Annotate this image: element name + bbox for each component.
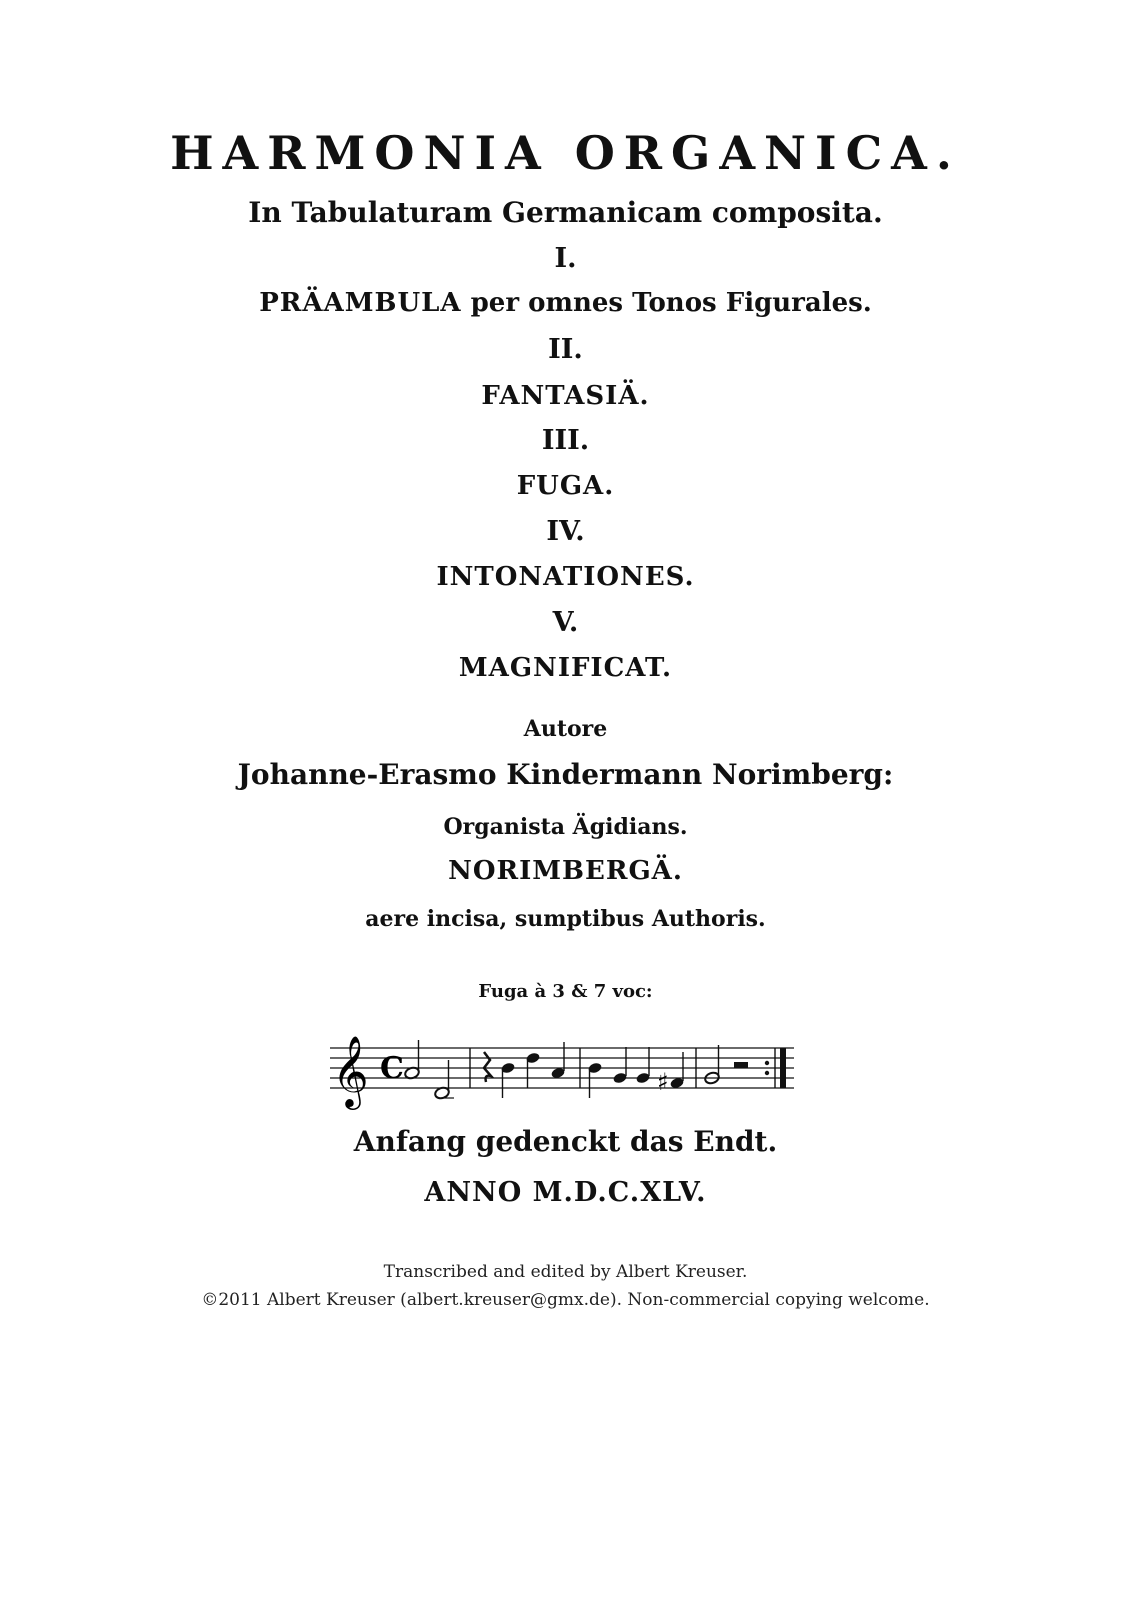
sharp-icon: ♯ xyxy=(657,1068,669,1096)
year: ANNO M.D.C.XLV. xyxy=(424,1177,707,1208)
treble-clef-icon: 𝄞 xyxy=(332,1034,369,1107)
section-title-1 xyxy=(0,288,1131,318)
section-title-5: MAGNIFICAT. xyxy=(458,653,673,683)
author-name: Johanne-Erasmo Kindermann Norimberg: xyxy=(237,758,894,791)
page-title: HARMONIA ORGANICA. xyxy=(170,126,961,180)
section-numeral-2: II. xyxy=(548,334,583,365)
fuga-label: Fuga à 3 & 7 voc: xyxy=(478,981,653,1002)
half-rest-icon xyxy=(734,1062,748,1068)
section-numeral-5: V. xyxy=(552,607,579,638)
repeat-dot xyxy=(765,1071,769,1075)
repeat-dot xyxy=(765,1061,769,1065)
page-subtitle: In Tabulaturam Germanicam composita. xyxy=(248,196,883,229)
section-rest-1: per omnes Tonos Figurales. xyxy=(461,288,872,318)
common-time-icon: C xyxy=(380,1051,404,1086)
music-incipit xyxy=(330,1022,810,1112)
credit-transcription: Transcribed and edited by Albert Kreuser. xyxy=(383,1262,748,1282)
section-numeral-3: III. xyxy=(541,425,590,456)
credit-copyright: ©2011 Albert Kreuser (albert.kreuser@gmx.de). Non-commercial copying welcome. xyxy=(201,1290,930,1310)
final-barline xyxy=(780,1048,786,1088)
section-numeral-4: IV. xyxy=(546,516,585,547)
place-name: NORIMBERGÄ. xyxy=(448,856,683,886)
author-position: Organista Ägidians. xyxy=(443,814,688,840)
autore-label: Autore xyxy=(523,716,608,742)
section-title-4: INTONATIONES. xyxy=(436,562,695,592)
section-title-3: FUGA. xyxy=(516,471,615,501)
section-numeral-1: I. xyxy=(554,243,577,274)
section-title-2: FANTASIÄ. xyxy=(481,381,650,411)
motto: Anfang gedenckt das Endt. xyxy=(353,1125,778,1158)
imprint: aere incisa, sumptibus Authoris. xyxy=(365,906,766,932)
section-name-1: PRÄAMBULA xyxy=(259,288,462,318)
